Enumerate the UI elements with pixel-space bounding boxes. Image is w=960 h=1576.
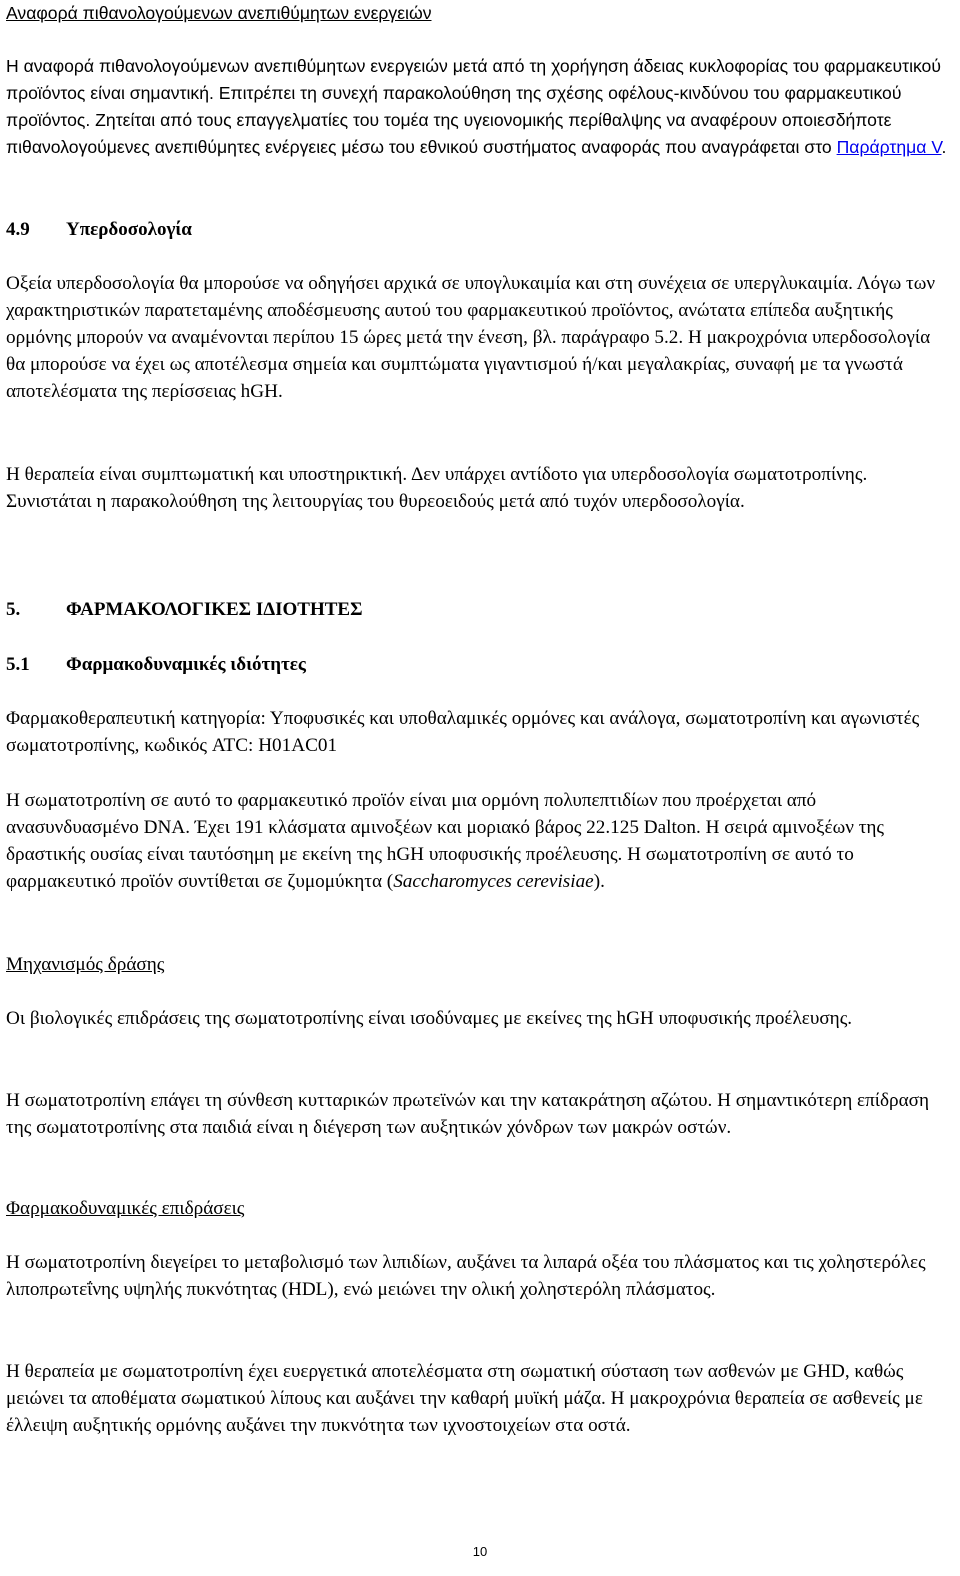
mechanism-paragraph-1: Οι βιολογικές επιδράσεις της σωματοτροπίνης είναι ισοδύναμες με εκείνες της hGH υποφυσικής προέλευσης. <box>6 1008 853 1029</box>
adr-body-end: . <box>941 137 947 157</box>
adr-body-text: Η αναφορά πιθανολογούμενων ανεπιθύμητων ενεργειών μετά από τη χορήγηση άδειας κυκλοφορίας του φαρμακευτικού προϊόντος είναι σημαντική. Επιτρέπει τη συνεχή παρακολούθηση της σχέσης οφέλους-κινδύνου του φαρμακευτικού προϊόντος. Ζητείται από τους επαγγελματίες του τομέα της υγειονομικής περίθαλψης να αναφέρουν οποιεσδήποτε πιθανολογούμενες ανεπιθύμητες ενέργειες μέσω του εθνικού συστήματος αναφοράς που αναγράφεται στο <box>6 56 941 157</box>
pharmacological-heading <box>6 596 363 623</box>
overdose-heading <box>6 216 192 243</box>
annex-v-link[interactable]: Παράρτημα V <box>836 137 942 157</box>
classification-paragraph: Φαρμακοθεραπευτική κατηγορία: Υποφυσικές και υποθαλαμικές ορμόνες και ανάλογα, σωματοτροπίνη και αγωνιστές σωματοτροπίνης, κωδικός ATC: H01AC01 <box>6 708 920 756</box>
overdose-paragraph-1: Οξεία υπερδοσολογία θα μπορούσε να οδηγήσει αρχικά σε υπογλυκαιμία και στη συνέχεια σε υπεργλυκαιμία. Λόγω των χαρακτηριστικών παρατεταμένης αποδέσμευσης αυτού του φαρμακευτικού προϊόντος, ανώτατα επίπεδα αυξητικής ορμόνης μπορούν να αναμένονται περίπου 15 ώρες μετά την ένεση, βλ. παράγραφο 5.2. Η μακροχρόνια υπερδοσολογία θα μπορούσε να έχει ως αποτέλεσμα σημεία και συμπτώματα γιγαντισμού ή/και μεγαλακρίας, συναφή με τα γνωστά αποτελέσματα της περίσσειας hGH. <box>6 273 936 402</box>
effects-paragraph-2: Η θεραπεία με σωματοτροπίνη έχει ευεργετικά αποτελέσματα στη σωματική σύσταση των ασθενών με GHD, καθώς μειώνει τα αποθέματα σωματικού λίπους και αυξάνει την καθαρή μυϊκή μάζα. Η μακροχρόνια θεραπεία σε ασθενείς με έλλειψη αυξητικής ορμόνης αυξάνει την πυκνότητα των ιχνοστοιχείων στα οστά. <box>6 1361 923 1436</box>
effects-paragraph-1: Η σωματοτροπίνη διεγείρει το μεταβολισμό των λιπιδίων, αυξάνει τα λιπαρά οξέα του πλάσματος και τις χοληστερόλες λιποπρωτεΐνης υψηλής πυκνότητας (HDL), ενώ μειώνει την ολική χοληστερόλη πλάσματος. <box>6 1252 926 1300</box>
mechanism-paragraph-2: Η σωματοτροπίνη επάγει τη σύνθεση κυτταρικών πρωτεϊνών και την κατακράτηση αζώτου. Η σημαντικότερη επίδραση της σωματοτροπίνης στα παιδιά είναι η διέγερση των αυξητικών χόνδρων των μακρών οστών. <box>6 1090 930 1138</box>
overdose-paragraph-2: Η θεραπεία είναι συμπτωματική και υποστηρικτική. Δεν υπάρχει αντίδοτο για υπερδοσολογία σωματοτροπίνης. Συνιστάται η παρακολούθηση της λειτουργίας του θυρεοειδούς μετά από τυχόν υπερδοσολογία. <box>6 464 868 512</box>
pharmacological-section-title: ΦΑΡΜΑΚΟΛΟΓΙΚΕΣ ΙΔΙΟΤΗΤΕΣ <box>66 599 363 620</box>
overdose-section-number: 4.9 <box>6 219 30 240</box>
organism-name: Saccharomyces cerevisiae <box>393 871 594 892</box>
adr-heading: Αναφορά πιθανολογούμενων ανεπιθύμητων ενεργειών <box>6 3 432 23</box>
page-number: 10 <box>472 1544 488 1559</box>
pharmacodynamic-section-number: 5.1 <box>6 654 30 675</box>
mechanism-heading: Μηχανισμός δράσης <box>6 954 165 975</box>
pharmacodynamic-section-title: Φαρμακοδυναμικές ιδιότητες <box>66 654 306 675</box>
description-end: ). <box>593 871 605 892</box>
pharmacological-section-number: 5. <box>6 599 21 620</box>
pharmacodynamic-heading <box>6 651 306 678</box>
description-text: Η σωματοτροπίνη σε αυτό το φαρμακευτικό προϊόν είναι μια ορμόνη πολυπεπτιδίων που προέρχεται από ανασυνδυασμένο DNA. Έχει 191 κλάσματα αμινοξέων και μοριακό βάρος 22.125 Dalton. Η σειρά αμινοξέων της δραστικής ουσίας είναι ταυτόσημη με εκείνη της hGH υποφυσικής προέλευσης. Η σωματοτροπίνη σε αυτό το φαρμακευτικό προϊόν συντίθεται σε ζυμομύκητα ( <box>6 790 885 892</box>
adr-paragraph <box>6 53 950 161</box>
overdose-section-title: Υπερδοσολογία <box>66 219 192 240</box>
effects-heading: Φαρμακοδυναμικές επιδράσεις <box>6 1198 245 1219</box>
description-paragraph <box>6 787 950 895</box>
